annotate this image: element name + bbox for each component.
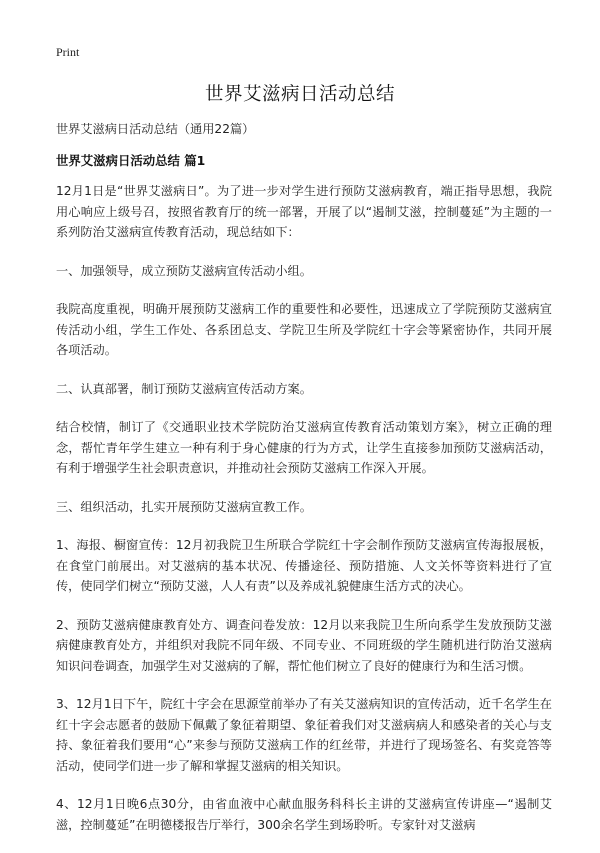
paragraph-item-1: 1、海报、橱窗宣传：12月初我院卫生所联合学院红十字会制作预防艾滋病宣传海报展板，在食堂门前展出。对艾滋病的基本状况、传播途径、预防措施、人文关怀等资料进行了宣传，使同学们树立“预防艾滋，人人有责”以及养成礼貌健康生活方式的决心。	[56, 538, 552, 593]
section-heading: 世界艾滋病日活动总结 篇1	[56, 153, 206, 168]
paragraph-intro: 12月1日是“世界艾滋病日”。为了进一步对学生进行预防艾滋病教育，端正指导思想，我院用心响应上级号召，按照省教育厅的统一部署，开展了以“遏制艾滋，控制蔓延”为主题的一系列防治艾滋病宣传教育活动，现总结如下：	[56, 184, 552, 239]
paragraph-item-4: 4、12月1日晚6点30分，由省血液中心献血服务科科长主讲的艾滋病宣传讲座—“遏制艾滋，控制蔓延”在明德楼报告厅举行，300余名学生到场聆听。专家针对艾滋病	[56, 797, 552, 832]
document-subtitle: 世界艾滋病日活动总结（通用22篇）	[56, 122, 255, 136]
paragraph-item-2: 2、预防艾滋病健康教育处方、调查问卷发放：12月以来我院卫生所向系学生发放预防艾滋病健康教育处方，并组织对我院不同年级、不同专业、不同班级的学生随机进行防治艾滋病知识问卷调查，加强学生对艾滋病的了解，帮忙他们树立了良好的健康行为和生活习惯。	[56, 617, 552, 673]
article-body	[56, 181, 552, 853]
paragraph-heading-2: 二、认真部署，制订预防艾滋病宣传活动方案。	[56, 381, 312, 396]
paragraph-body-1: 我院高度重视，明确开展预防艾滋病工作的重要性和必要性，迅速成立了学院预防艾滋病宣传活动小组，学生工作处、各系团总支、学院卫生所及学院红十字会等紧密协作，共同开展各项活动。	[56, 302, 552, 357]
paragraph-body-2: 结合校情，制订了《交通职业技术学院防治艾滋病宣传教育活动策划方案》，树立正确的理念，帮忙青年学生建立一种有利于身心健康的行为方式，让学生直接参加预防艾滋病活动，有利于增强学生社会职责意识，并推动社会预防艾滋病工作深入开展。	[56, 420, 552, 475]
paragraph-heading-3: 三、组织活动，扎实开展预防艾滋病宣教工作。	[56, 499, 312, 514]
print-link[interactable]: Print	[56, 45, 80, 59]
paragraph-heading-1: 一、加强领导，成立预防艾滋病宣传活动小组。	[56, 263, 312, 278]
page-title: 世界艾滋病日活动总结	[204, 84, 395, 105]
paragraph-item-3: 3、12月1日下午，院红十字会在思源堂前举办了有关艾滋病知识的宣传活动，近千名学生在红十字会志愿者的鼓励下佩戴了象征着期望、象征着我们对艾滋病病人和感染者的关心与支持、象征着我们要用“心”来参与预防艾滋病工作的红丝带，并进行了现场签名、有奖竞答等活动，使同学们进一步了解和掌握艾滋病的相关知识。	[56, 697, 552, 773]
